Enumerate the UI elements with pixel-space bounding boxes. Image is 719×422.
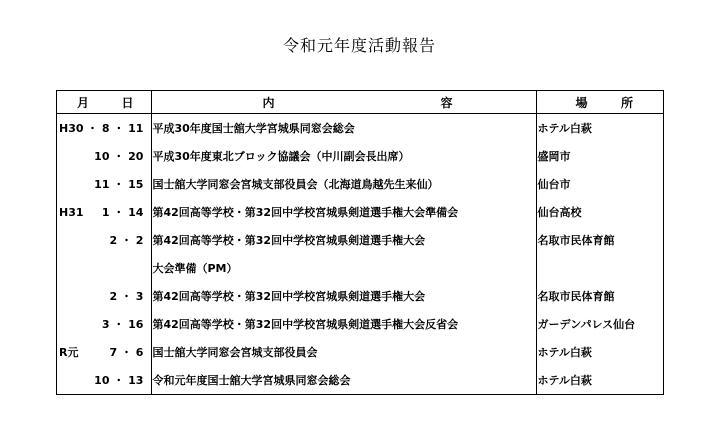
- place-cell: 盛岡市: [537, 150, 571, 163]
- place-cell: 仙台市: [537, 178, 571, 191]
- date-cell: [57, 282, 152, 310]
- header-content-2: 容: [440, 95, 453, 110]
- content-cell: 国士舘大学同窓会宮城支部役員会: [152, 338, 537, 366]
- content-cell: 令和元年度国士舘大学宮城県同窓会総会: [152, 366, 537, 395]
- place-cell: ホテル白萩: [537, 374, 592, 387]
- activity-table: [56, 90, 664, 395]
- date-cell: [57, 142, 152, 170]
- table-row: [57, 366, 664, 395]
- page-title: 令和元年度活動報告: [282, 36, 436, 55]
- content-cell: 平成30年度東北ブロック協議会（中川副会長出席）: [152, 142, 537, 170]
- month-day: 3 ・ 16: [101, 318, 144, 331]
- era-label: R元: [59, 346, 79, 359]
- date-cell: [57, 114, 152, 143]
- place-cell: 名取市民体育館: [537, 234, 615, 247]
- month-day: 7 ・ 6: [109, 346, 144, 359]
- table-row: [57, 142, 664, 170]
- era-label: H31: [59, 205, 84, 219]
- table-row: [57, 282, 664, 310]
- content-cell: 国士舘大学同窓会宮城支部役員会（北海道鳥越先生来仙）: [152, 170, 537, 198]
- header-content: [152, 91, 537, 114]
- header-place-1: 場: [575, 95, 588, 110]
- place-cell: 名取市民体育館: [537, 290, 615, 303]
- header-place-2: 所: [620, 95, 633, 110]
- place-cell: ガーデンパレス仙台: [537, 318, 636, 331]
- content-cell: 第42回高等学校・第32回中学校宮城県剣道選手権大会: [152, 282, 537, 310]
- table-row: [57, 338, 664, 366]
- table-row: [57, 310, 664, 338]
- place-cell: ホテル白萩: [537, 122, 592, 135]
- header-place: [537, 91, 664, 114]
- month-day: 2 ・ 2: [109, 234, 144, 247]
- table-row: [57, 114, 664, 143]
- month-day: 10 ・ 20: [94, 150, 144, 163]
- header-content-1: 内: [262, 95, 275, 110]
- month-day: 2 ・ 3: [109, 290, 144, 303]
- header-date: [57, 91, 152, 114]
- content-cell: 平成30年度国士舘大学宮城県同窓会総会: [152, 114, 537, 143]
- table-row: [57, 254, 664, 282]
- month-day: ・ 8 ・ 11: [87, 122, 144, 135]
- header-day: 日: [121, 95, 134, 110]
- era-label: H30: [59, 121, 84, 135]
- table-header-row: [57, 91, 664, 114]
- date-cell: [57, 198, 152, 226]
- month-day: 1 ・ 14: [101, 206, 144, 219]
- table-row: [57, 198, 664, 226]
- month-day: 10 ・ 13: [94, 374, 144, 387]
- place-cell: 仙台高校: [537, 206, 582, 219]
- date-cell: [57, 366, 152, 395]
- table-row: [57, 170, 664, 198]
- place-cell: [537, 254, 664, 282]
- date-cell: [57, 170, 152, 198]
- content-cell: 第42回高等学校・第32回中学校宮城県剣道選手権大会準備会: [152, 198, 537, 226]
- date-cell: [57, 338, 152, 366]
- table-row: [57, 226, 664, 254]
- content-cell: 第42回高等学校・第32回中学校宮城県剣道選手権大会反省会: [152, 310, 537, 338]
- date-cell: [57, 226, 152, 254]
- content-cell: 第42回高等学校・第32回中学校宮城県剣道選手権大会: [152, 226, 537, 254]
- header-month: 月: [77, 95, 90, 110]
- date-cell: [57, 254, 152, 282]
- place-cell: ホテル白萩: [537, 346, 592, 359]
- month-day: 11 ・ 15: [94, 178, 144, 191]
- date-cell: [57, 310, 152, 338]
- content-cell: 大会準備（PM）: [152, 254, 537, 282]
